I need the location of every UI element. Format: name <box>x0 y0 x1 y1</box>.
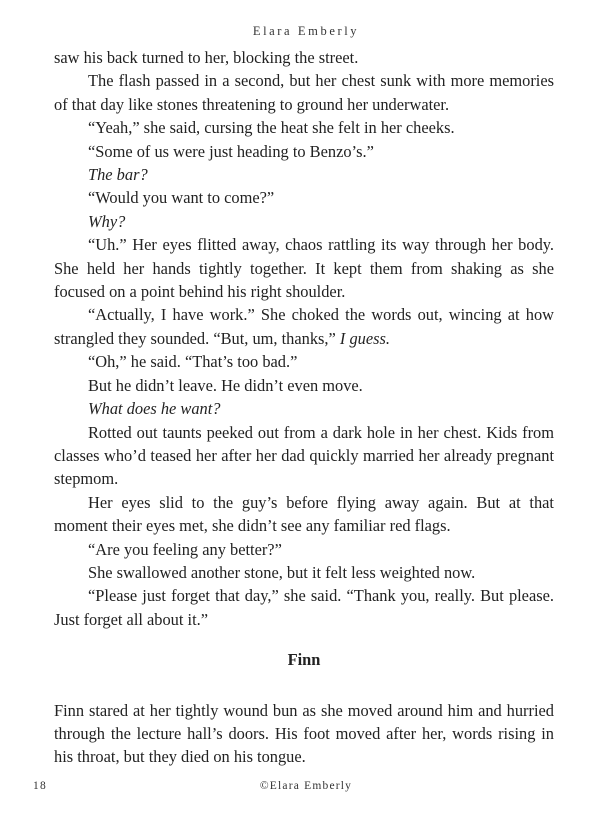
paragraph-thought <box>54 163 554 186</box>
copyright-notice: ©Elara Emberly <box>259 780 353 792</box>
paragraph-thought <box>54 397 554 420</box>
paragraph-text: “Actually, I have work.” She choked the words out, wincing at how strangled they sounded. “But, um, thanks,” <box>54 305 554 348</box>
paragraph: Her eyes slid to the guy’s before flying away again. But at that moment their eyes met, she didn’t see any familiar red flags. <box>54 492 554 536</box>
paragraph: “Are you feeling any better?” <box>88 539 282 559</box>
paragraph: “Yeah,” she said, cursing the heat she felt in her cheeks. <box>88 118 455 138</box>
paragraph <box>54 303 554 350</box>
paragraph: She swallowed another stone, but it felt less weighted now. <box>88 562 476 582</box>
page-footer <box>0 780 612 798</box>
paragraph: “Uh.” Her eyes flitted away, chaos rattling its way through her body. She held her hands tightly together. It kept them from shaking as she focused on a point behind his right shoulder. <box>54 235 554 302</box>
running-head-author: Elara Emberly <box>252 24 360 38</box>
paragraph: Finn stared at her tightly wound bun as she moved around him and hurried through the lecture hall’s doors. His foot moved after her, words rising in his throat, but they died on his tongue. <box>54 700 554 767</box>
italic-thought: I guess. <box>339 328 390 348</box>
paragraph: But he didn’t leave. He didn’t even move. <box>88 375 363 395</box>
paragraph: The flash passed in a second, but her chest sunk with more memories of that day like stones threatening to ground her underwater. <box>54 71 554 114</box>
page-number: 18 <box>33 780 47 792</box>
paragraph: “Please just forget that day,” she said. “Thank you, really. But please. Just forget all about it.” <box>54 586 554 629</box>
paragraph: Rotted out taunts peeked out from a dark hole in her chest. Kids from classes who’d teased her after her dad quickly married her already pregnant stepmom. <box>54 422 554 489</box>
italic-thought: The bar? <box>88 165 148 185</box>
paragraph-thought <box>54 210 554 233</box>
italic-thought: What does he want? <box>88 399 221 419</box>
paragraph: “Some of us were just heading to Benzo’s.” <box>88 141 374 161</box>
body-text <box>54 46 554 769</box>
paragraph: saw his back turned to her, blocking the street. <box>54 48 359 67</box>
paragraph: “Would you want to come?” <box>88 188 275 208</box>
scene-heading: Finn <box>287 650 321 670</box>
paragraph: “Oh,” he said. “That’s too bad.” <box>88 352 298 372</box>
italic-thought: Why? <box>88 211 126 231</box>
